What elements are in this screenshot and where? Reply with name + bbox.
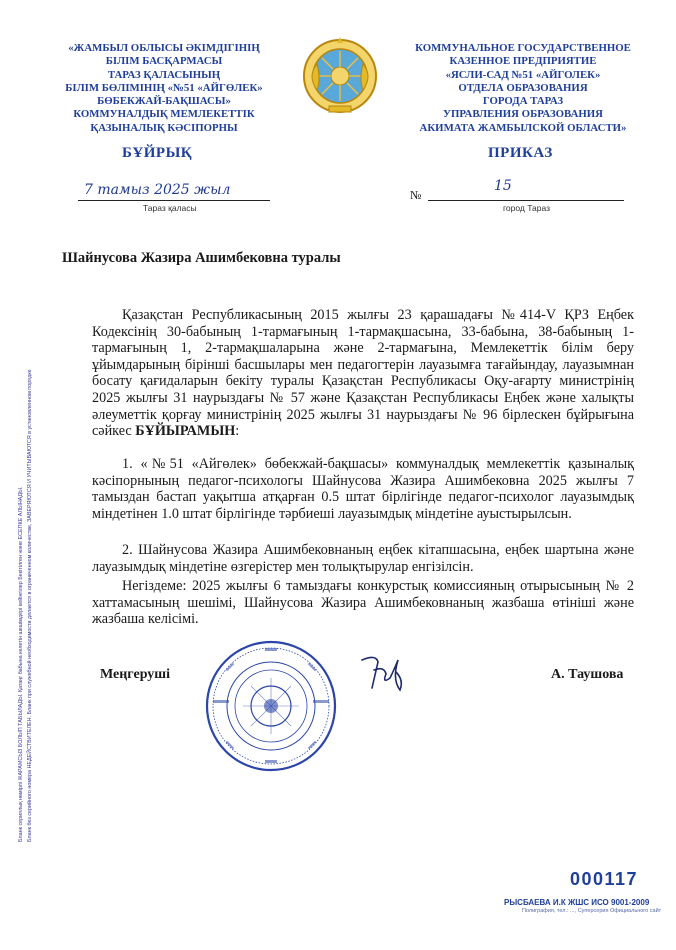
printer-subline: Полиграфия, тел.: ..., Суперсерия Официального сайт [522,908,662,914]
org-line: КОММУНАЛДЫҚ МЕМЛЕКЕТТІК [73,108,255,121]
org-line: УПРАВЛЕНИЯ ОБРАЗОВАНИЯ [443,108,603,121]
org-header-kz [46,42,282,135]
handwritten-date: 7 тамыз 2025 жыл [84,182,231,198]
state-emblem-icon [299,34,381,116]
order-item-2 [92,542,634,575]
handwritten-signature [356,650,408,696]
doc-type-kz: БҰЙРЫҚ [122,145,193,161]
item2-text: 2. Шайнусова Жазира Ашимбековнаның еңбек кітапшасына, еңбек шартына және лауазымдық міндетіне өзгерістер мен толықтырулар енгізілсін. [92,542,634,575]
org-line: АКИМАТА ЖАМБЫЛСКОЙ ОБЛАСТИ» [419,121,627,134]
intro-suffix: : [235,423,240,440]
basis-paragraph [92,578,634,628]
margin-notice-ru: Бланк без серийного номера НЕДЕЙСТВИТЕЛЕН. Бланк при служебной необходимости делается в ограниченном количестве, ЗАВЕРЯЮТСЯ И УЧИТЫВАЮТСЯ в установленном порядке [27,369,33,842]
printer-mark: РЫСБАЕВА И.К ЖШС ИСО 9001-2009 [504,898,650,907]
form-serial-number: 000117 [570,869,639,889]
org-line: КОММУНАЛЬНОЕ ГОСУДАРСТВЕННОЕ [415,42,631,54]
signatory-title: Меңгеруші [100,667,171,682]
org-line: «ЯСЛИ-САД №51 «АЙГОЛЕК» [445,68,601,81]
doc-type-ru: ПРИКАЗ [488,145,553,161]
org-line: «ЖАМБЫЛ ОБЛЫСЫ ӘКІМДІГІНІҢ [68,42,260,54]
org-line: БӨБЕКЖАЙ-БАҚШАСЫ» [97,95,231,108]
org-line: БІЛІМ БАСҚАРМАСЫ [105,55,223,68]
date-underline [78,200,270,201]
number-underline [428,200,624,201]
city-kz: Тараз қаласы [143,203,197,213]
margin-notice-kz: Бланк сериялық нөмірлі ЖАРАМСЫЗ БОЛЫП ТАБЫЛАДЫ. Қатаңг бабына келетін шешімдері кейінгілер Бекітілген және ЕСЕПКЕ АЛЫНАДЫ. [18,486,24,842]
item1-text: 1. «№51 «Айгөлек» бөбекжай-бақшасы» коммуналдық мемлекеттік қазыналық кәсіпорнының педагог-психологы Шайнусова Жазира Ашимбековна 2025 жылғы 7 тамыздан бастап уақытша атқарған 0.5 штат бірлігінде педагог-психолог лауазымдық міндетінен 1.0 штат бірлігінде тәрбиеші лауазымдық міндетіне ауыстырылсын. [92,456,634,522]
org-line: БІЛІМ БӨЛІМІНІҢ «№51 «АЙГӨЛЕК» [65,81,263,94]
org-line: ГОРОДА ТАРАЗ [482,95,564,108]
basis-text: Негіздеме: 2025 жылғы 6 тамыздағы конкурстық комиссияның отырысының № 2 хаттамасының шешімі, Шайнусова Жазира Ашимбековнаның жазбаша өтініші және жазбаша келісімі. [92,578,634,628]
org-line: КАЗЕННОЕ ПРЕДПРИЯТИЕ [449,55,597,68]
number-sign: № [410,188,422,202]
order-word: БҰЙЫРАМЫН [135,423,236,440]
org-line: ОТДЕЛА ОБРАЗОВАНИЯ [458,81,588,94]
intro-text: Қазақстан Республикасының 2015 жылғы 23 қарашадағы №414-V ҚРЗ Еңбек Кодексінің 30-бабының 1-тармағының 1-тармақшасына, 33-бабына, 38-бабының 1-тармағының 1, 2-тармақшаларына және 2-тармағына, Мемлекеттік білім беру ұйымдарының бірінші басшылары мен педагогтерін лауазымға тағайындау, лауазымнан босату қағидаларын бекіту туралы Қазақстан Республикасы Оқу-ағарту министрінің 2025 жылғы 31 наурыздағы № 57 және Қазақстан Республикасы Еңбек және халықты әлеуметтік қорғау министрінің 2025 жылғы 31 наурыздағы № 96 бірлескен бұйрығына сәйкес [92,307,634,440]
handwritten-number: 15 [494,178,512,194]
city-ru: город Тараз [503,203,551,213]
subject-title: Шайнусова Жазира Ашимбековна туралы [62,250,341,266]
org-header-ru [393,42,653,135]
org-line: ҚАЗЫНАЛЫҚ КӘСІПОРНЫ [90,121,238,134]
official-seal-icon [203,638,339,774]
org-line: ТАРАЗ ҚАЛАСЫНЫҢ [107,68,221,81]
order-item-1 [92,456,634,522]
intro-paragraph [92,307,634,440]
signatory-name: А. Таушова [551,667,624,682]
